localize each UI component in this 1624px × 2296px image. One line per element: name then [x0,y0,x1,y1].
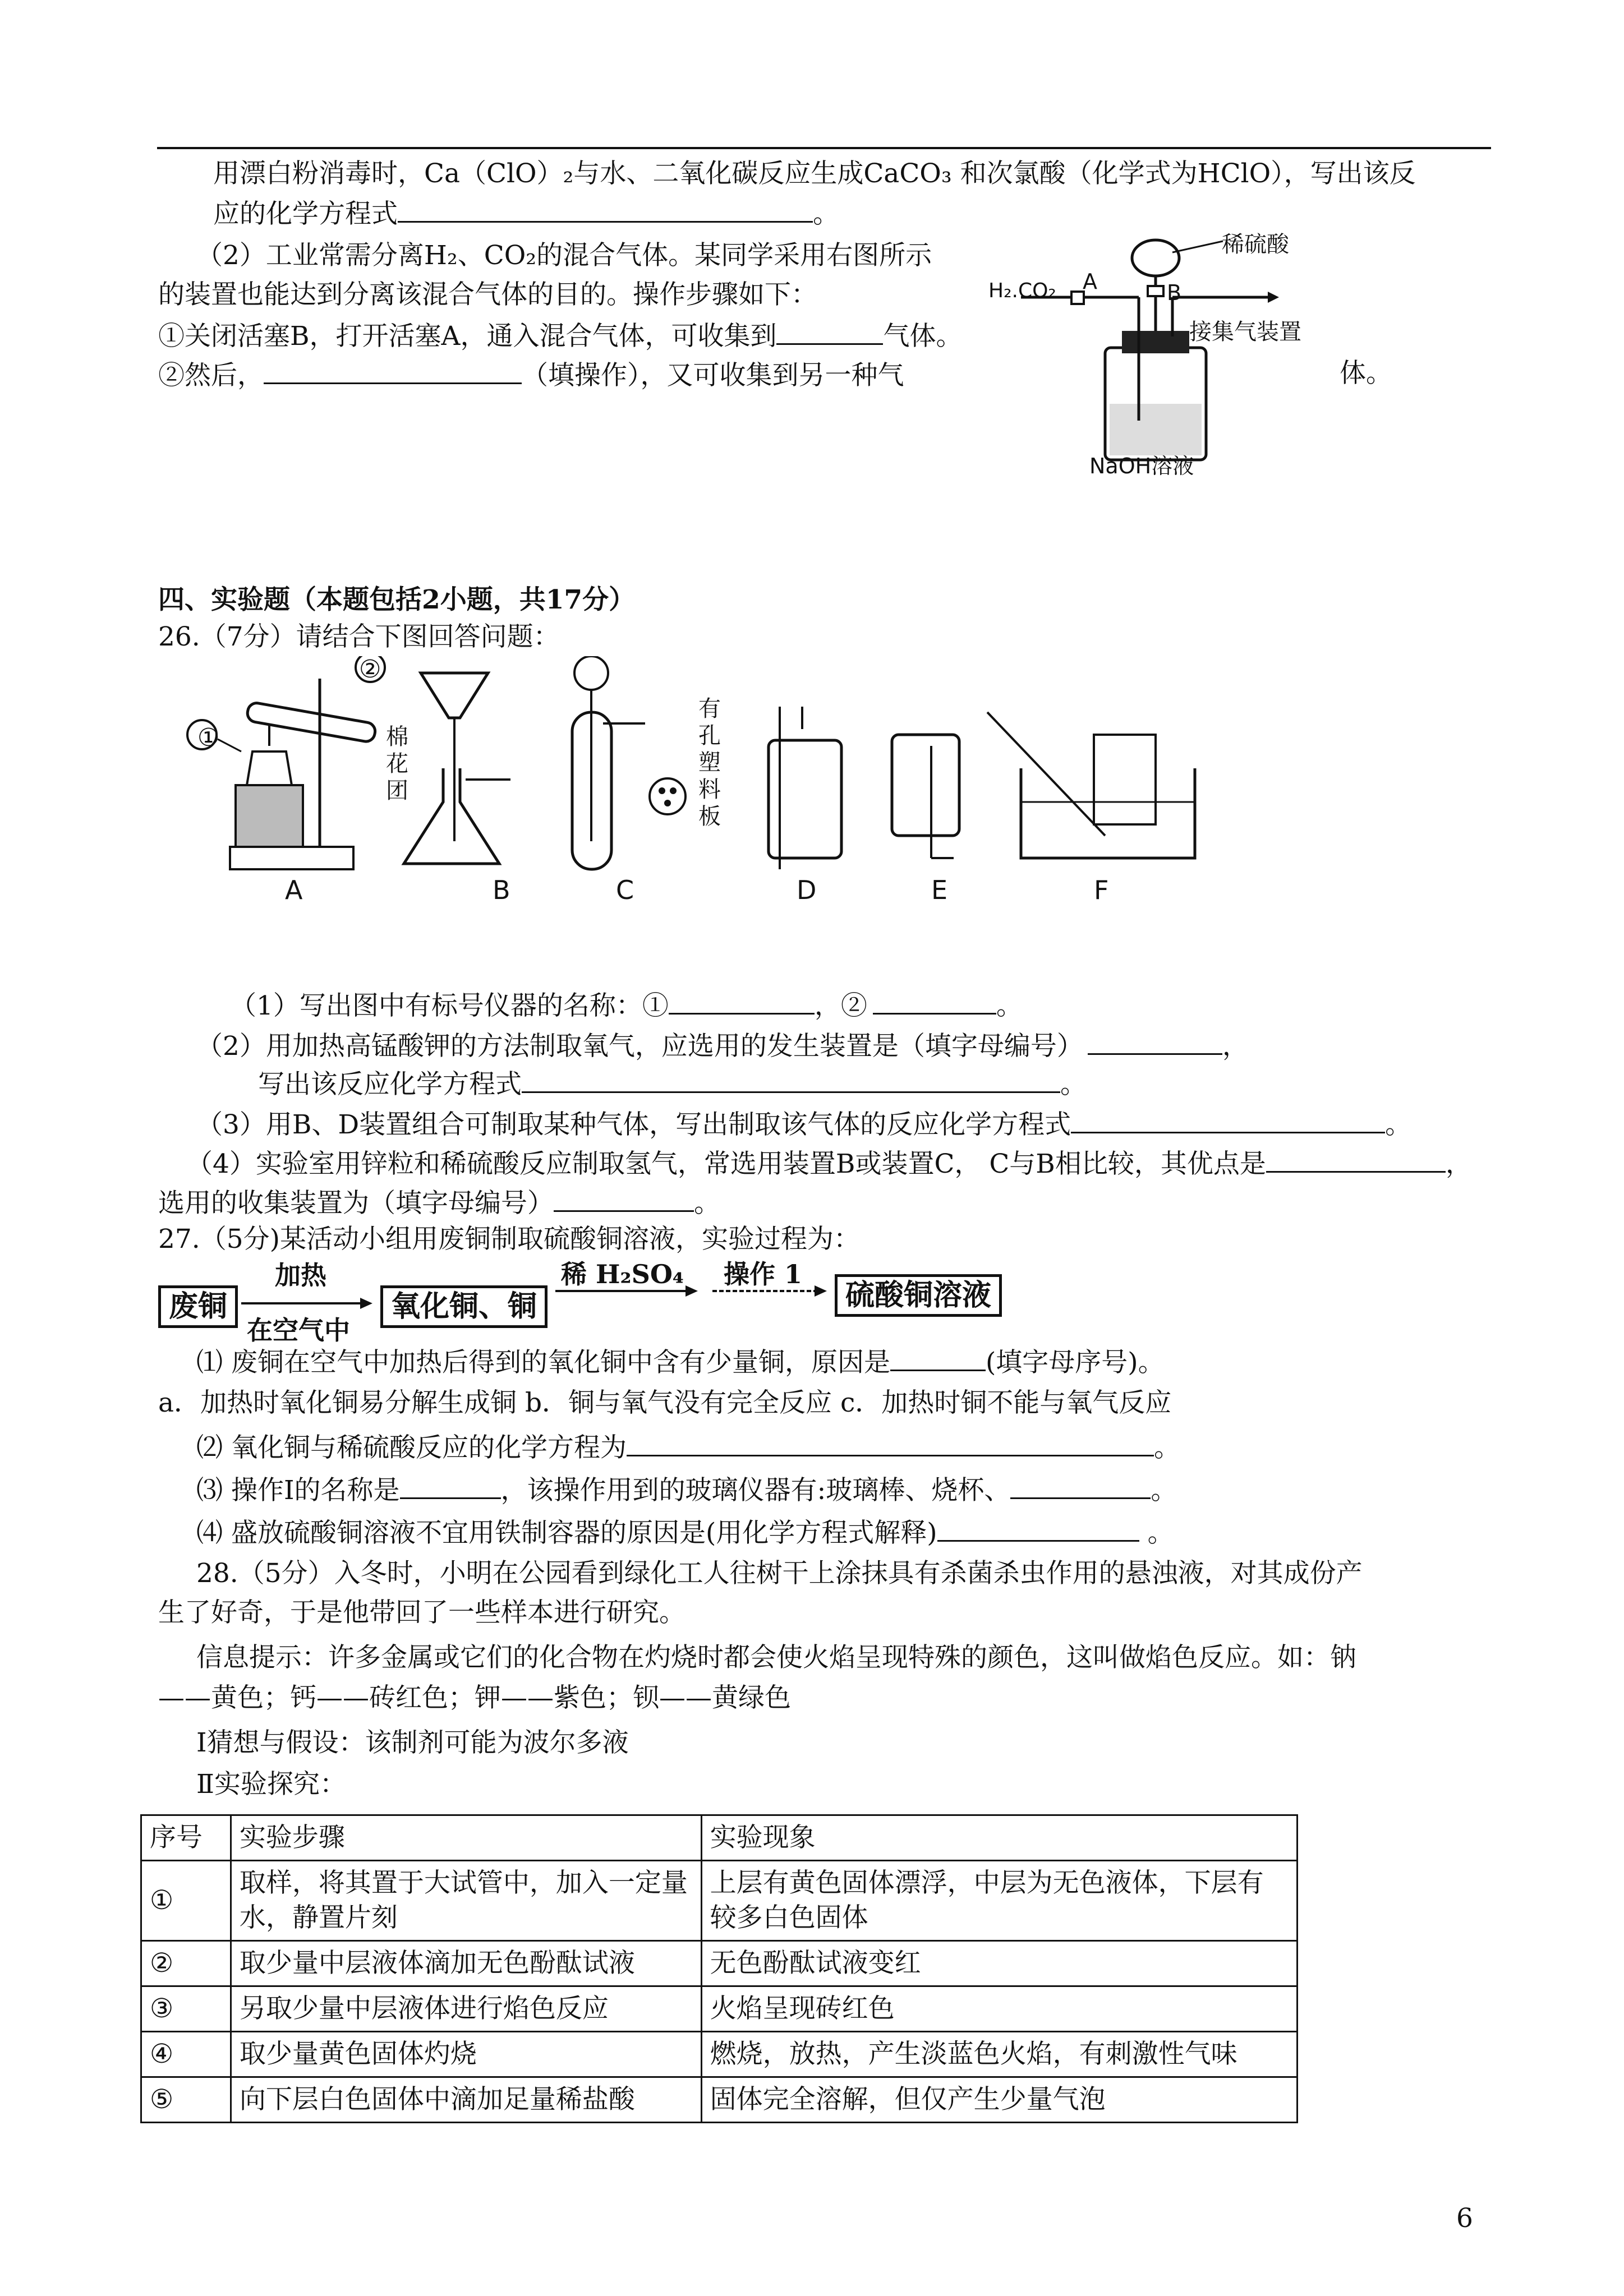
q27-s1-text: ⑴ 废铜在空气中加热后得到的氧化铜中含有少量铜，原因是 [196,1347,890,1378]
flow-label-h2so4: 稀 H₂SO₄ [561,1259,684,1289]
q26-q1-text: （1）写出图中有标号仪器的名称：① [230,990,669,1021]
table-row [141,2077,1298,2123]
naoh-label: NaOH溶液 [1089,454,1194,478]
answer-blank[interactable] [627,1429,1154,1456]
q25-p2-line1: （2）工业常需分离H₂、CO₂的混合气体。某同学采用右图所示 [196,240,932,271]
letter-b: B [493,875,510,905]
q25-step2-end: 体。 [1340,358,1392,389]
gas-inlet-label: H₂.CO₂ [988,279,1056,302]
q25-step1-end: 气体。 [883,321,963,352]
q27-s3 [196,1472,1177,1507]
q26-q3-end: 。 [1385,1109,1412,1140]
table-cell: ⑤ [141,2077,231,2123]
letter-a: A [285,875,303,905]
flow-label-operation: 操作 1 [724,1259,803,1289]
q26-q4-mid: ， [1445,1149,1472,1179]
table-header-cell: 实验步骤 [231,1815,701,1861]
cotton-label: 棉花团 [386,724,408,804]
q26-q1 [230,987,1023,1023]
table-cell: 火焰呈现砖红色 [701,1986,1297,2032]
q26-q4-text: （4）实验室用锌粒和稀硫酸反应制取氢气，常选用装置B或装置C， C与B相比较，其优点是 [186,1149,1266,1179]
q27-s1 [196,1344,1165,1380]
marker-1: ① [197,723,220,752]
q28-line1: 28.（5分）入冬时，小明在公园看到绿化工人往树干上涂抹具有杀菌杀虫作用的悬浊液，对其成份产 [196,1558,1363,1589]
flow-box-copper-oxide: 氧化铜、铜 [380,1285,548,1328]
table-cell: 无色酚酞试液变红 [701,1941,1297,1986]
answer-blank[interactable] [1071,1106,1385,1133]
answer-blank[interactable] [398,195,813,223]
q27-intro: 27.（5分)某活动小组用废铜制取硫酸铜溶液，实验过程为： [158,1224,860,1255]
flow-arrow-3 [712,1290,825,1292]
q26-q2-eq [258,1066,1087,1101]
header-rule [157,147,1491,149]
acid-label: 稀硫酸 [1222,232,1289,257]
answer-blank[interactable] [776,317,883,345]
q25-step1-text: ①关闭活塞B，打开活塞A，通入混合气体，可收集到 [158,321,777,352]
letter-d: D [797,875,817,905]
table-cell: 另取少量中层液体进行焰色反应 [231,1986,701,2032]
letter-f: F [1094,875,1109,905]
q25-step2-text: ②然后， [158,360,264,391]
q27-s2 [196,1429,1180,1465]
q25-line2: 应的化学方程式 。 [213,195,839,231]
answer-blank[interactable] [1266,1145,1446,1173]
section4-title: 四、实验题（本题包括2小题，共17分） [158,584,636,615]
answer-blank[interactable] [1088,1027,1222,1055]
q27-s1-end: (填字母序号)。 [985,1347,1165,1378]
table-header-row [141,1815,1298,1861]
table-row [141,2032,1298,2077]
q28-line2: 生了好奇，于是他带回了一些样本进行研究。 [158,1597,686,1628]
q26-q2-eq-end: 。 [1060,1069,1087,1100]
answer-blank[interactable] [937,1514,1139,1542]
q28-hypothesis: Ⅰ猜想与假设：该制剂可能为波尔多液 [196,1727,629,1758]
q27-s4 [196,1514,1174,1550]
table-row [141,1861,1298,1941]
answer-blank[interactable] [1010,1472,1151,1499]
table-row [141,1941,1298,1986]
q26-q2-eq-text: 写出该反应化学方程式 [258,1069,522,1100]
flow-label-in-air: 在空气中 [247,1315,350,1345]
q27-s3-end: 。 [1151,1475,1177,1506]
answer-blank[interactable] [400,1472,501,1499]
flow-box-copper-sulfate: 硫酸铜溶液 [835,1274,1002,1317]
valve-b-label: B [1167,280,1182,305]
q25-line2-text: 应的化学方程式 [213,199,398,229]
table-cell: 取少量黄色固体灼烧 [231,2032,701,2077]
q28-info1: 信息提示：许多金属或它们的化合物在灼烧时都会使火焰呈现特殊的颜色，这叫做焰色反应。如：钠 [196,1642,1356,1673]
q26-q2-text: （2）用加热高锰酸钾的方法制取氧气，应选用的发生装置是（填字母编号） [196,1031,1083,1062]
table-row [141,1986,1298,2032]
q25-step2-mid: （填操作），又可收集到另一种气 [522,360,904,391]
flow-arrow-1 [241,1302,370,1304]
table-cell: ③ [141,1986,231,2032]
table-cell: 固体完全溶解，但仅产生少量气泡 [701,2077,1297,2123]
answer-blank[interactable] [873,987,996,1015]
flow-arrow-2 [555,1290,696,1292]
q27-s4-end: 。 [1139,1518,1174,1548]
letter-e: E [931,875,948,905]
q27-s3-text: ⑶ 操作Ⅰ的名称是 [196,1475,400,1506]
table-cell: 取少量中层液体滴加无色酚酞试液 [231,1941,701,1986]
q26-q4-collect-text: 选用的收集装置为（填字母编号） [158,1188,554,1219]
marker-2: ② [359,655,381,684]
flow-box-waste-copper: 废铜 [158,1285,238,1328]
letter-c: C [616,875,634,905]
page-number: 6 [1456,2203,1473,2234]
q26-q2 [196,1027,1249,1063]
q26-q2-mid: ， [1222,1031,1249,1062]
table-cell: 向下层白色固体中滴加足量稀盐酸 [231,2077,701,2123]
q26-q4-collect-end: 。 [694,1188,720,1219]
q27-s2-text: ⑵ 氧化铜与稀硫酸反应的化学方程为 [196,1432,627,1463]
answer-blank[interactable] [264,357,522,384]
answer-blank[interactable] [554,1184,694,1212]
q25-step1 [158,317,962,353]
q26-q1-mid: ，② [814,990,867,1021]
table-header-cell: 实验现象 [701,1815,1297,1861]
q25-step2 [158,357,904,393]
valve-a-label: A [1083,269,1097,294]
answer-blank[interactable] [890,1344,986,1371]
table-cell: ② [141,1941,231,1986]
experiment-table [140,1814,1298,2123]
q27-s2-end: 。 [1153,1432,1180,1463]
q28-info2: ——黄色；钙——砖红色；钾——紫色；钡——黄绿色 [158,1682,791,1713]
table-cell: ① [141,1861,231,1941]
q26-q4 [186,1145,1472,1181]
q26-q3-text: （3）用B、D装置组合可制取某种气体，写出制取该气体的反应化学方程式 [196,1109,1071,1140]
q28-exploration: Ⅱ实验探究： [196,1769,346,1800]
q25-line1: 用漂白粉消毒时，Ca（ClO）₂与水、二氧化碳反应生成CaCO₃ 和次氯酸（化学式为HClO），写出该反 [213,158,1416,189]
q26-q4-collect [158,1184,720,1220]
answer-blank[interactable] [669,987,815,1015]
q26-q1-end: 。 [996,990,1023,1021]
answer-blank[interactable] [522,1066,1060,1093]
q27-s4-text: ⑷ 盛放硫酸铜溶液不宜用铁制容器的原因是(用化学方程式解释) [196,1518,937,1548]
plate-label: 有孔塑料板 [698,696,721,829]
q26-q3 [196,1106,1411,1142]
collect-device-label: 接集气装置 [1189,319,1301,345]
q27-s3-mid: ，该操作用到的玻璃仪器有:玻璃棒、烧杯、 [500,1475,1011,1506]
flow-label-heat: 加热 [275,1260,326,1290]
q25-p2-line2: 的装置也能达到分离该混合气体的目的。操作步骤如下： [158,279,817,310]
table-cell: 燃烧，放热，产生淡蓝色火焰，有刺激性气味 [701,2032,1297,2077]
table-cell: ④ [141,2032,231,2077]
table-cell: 上层有黄色固体漂浮，中层为无色液体，下层有较多白色固体 [701,1861,1297,1941]
q27-s1-options: a．加热时氧化铜易分解生成铜 b．铜与氧气没有完全反应 c．加热时铜不能与氧气反应 [158,1387,1172,1418]
q26-intro: 26.（7分）请结合下图回答问题： [158,621,560,652]
table-header-cell: 序号 [141,1815,231,1861]
table-cell: 取样，将其置于大试管中，加入一定量水，静置片刻 [231,1861,701,1941]
